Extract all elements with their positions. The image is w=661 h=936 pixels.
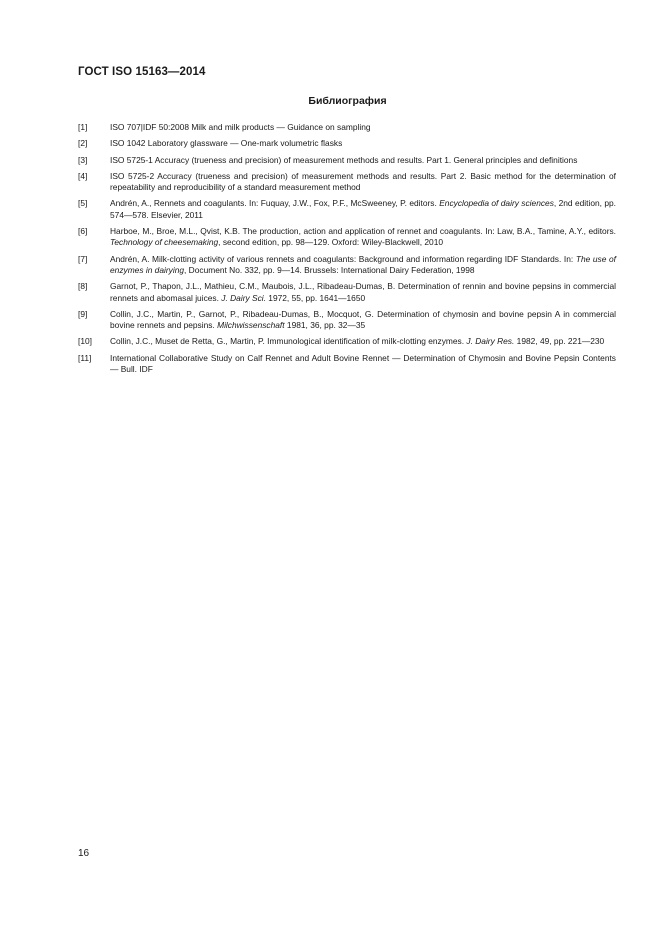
entry-italic-title: Technology of cheesemaking: [110, 237, 219, 248]
entry-text: [110, 122, 616, 133]
entry-text: [110, 226, 616, 249]
bibliography-entry: [78, 254, 616, 277]
section-title: [0, 95, 661, 107]
entry-text-fragment: ISO 5725-2 Accuracy (trueness and precision) of measurement methods and results. Part 2. Basic method for the determination of repeatability and reproducibility of a standard measurement method: [110, 170, 616, 193]
entry-italic-title: J. Dairy Sci.: [221, 292, 266, 303]
bibliography-entry: [78, 353, 616, 376]
entry-text-fragment: 1981, 36, pp. 32—35: [284, 320, 366, 331]
entry-text: [110, 281, 616, 304]
section-title-text: Библиография: [308, 95, 387, 107]
entry-text-fragment: ISO 5725-1 Accuracy (trueness and precision) of measurement methods and results. Part 1. General principles and definitions: [110, 154, 578, 165]
document-header: ГОСТ ISO 15163—2014: [78, 66, 206, 78]
entry-text: [110, 171, 616, 194]
entry-italic-title: J. Dairy Res.: [466, 336, 515, 347]
entry-italic-title: Milchwissenschaft: [217, 320, 285, 331]
entry-text: [110, 309, 616, 332]
entry-number: [9]: [78, 308, 88, 319]
bibliography-entry: [78, 122, 616, 133]
bibliography-entry: [78, 281, 616, 304]
entry-text-fragment: 1982, 49, pp. 221—230: [514, 336, 605, 347]
entry-text: [110, 353, 616, 376]
entry-number: [1]: [78, 122, 88, 132]
entry-text-fragment: Harboe, M., Broe, M.L., Qvist, K.B. The production, action and application of rennet and coagulants. In: Law, B.A., Tamine, A.Y., editors.: [110, 226, 616, 237]
entry-number: [11]: [78, 352, 92, 363]
bibliography-entry: [78, 138, 616, 149]
page-number: 16: [78, 848, 90, 859]
entry-text-fragment: Collin, J.C., Martin, P., Garnot, P., Ribadeau-Dumas, B., Mocquot, G. Determination of chymosin and bovine pepsin A in commercial bovine rennets and pepsins.: [110, 308, 616, 331]
entry-number: [2]: [78, 138, 88, 149]
bibliography-entry: [78, 198, 616, 221]
entry-text: [110, 155, 616, 166]
entry-text-fragment: , 2nd edition, pp. 574—578. Elsevier, 2011: [110, 198, 616, 220]
entry-text-fragment: 1972, 55, pp. 1641—1650: [265, 292, 366, 303]
entry-number: [10]: [78, 336, 92, 347]
entry-text-fragment: , Document No. 332, pp. 9—14. Brussels: International Dairy Federation, 1998: [184, 264, 475, 275]
entry-italic-title: Encyclopedia of dairy sciences: [439, 198, 554, 209]
entry-number: [7]: [78, 253, 88, 264]
entry-text-fragment: Garnot, P., Thapon, J.L., Mathieu, C.M., Maubois, J.L., Ribadeau-Dumas, B. Determination of rennin and bovine pepsins in commercial rennets and abomasal juices.: [110, 281, 616, 303]
entry-text-fragment: ISO 1042 Laboratory glassware — One-mark volumetric flasks: [110, 138, 343, 149]
entry-number: [6]: [78, 226, 88, 237]
entry-number: [5]: [78, 198, 88, 209]
entry-number: [4]: [78, 170, 88, 181]
entry-text: [110, 138, 616, 149]
bibliography-list: [78, 122, 616, 380]
entry-text: [110, 198, 616, 221]
entry-text-fragment: Andrén, A. Milk-clotting activity of various rennets and coagulants: Background and information regarding IDF Standards. In:: [110, 253, 576, 264]
entry-italic-title: The use of enzymes in dairying: [110, 253, 616, 275]
entry-number: [3]: [78, 154, 88, 165]
entry-text-fragment: Collin, J.C., Muset de Retta, G., Martin, P. Immunological identification of milk-clotting enzymes.: [110, 336, 467, 347]
entry-number: [8]: [78, 281, 88, 292]
bibliography-entry: [78, 226, 616, 249]
entry-text: [110, 336, 616, 347]
bibliography-entry: [78, 336, 616, 347]
entry-text-fragment: ISO 707|IDF 50:2008 Milk and milk products — Guidance on sampling: [110, 122, 371, 132]
entry-text: [110, 254, 616, 277]
entry-text-fragment: International Collaborative Study on Calf Rennet and Adult Bovine Rennet — Determination of Chymosin and Bovine Pepsin Contents — Bull. IDF: [110, 352, 616, 375]
entry-text-fragment: Andrén, A., Rennets and coagulants. In: Fuquay, J.W., Fox, P.F., McSweeney, P. editors.: [110, 198, 440, 209]
bibliography-entry: [78, 309, 616, 332]
bibliography-entry: [78, 155, 616, 166]
entry-text-fragment: , second edition, pp. 98—129. Oxford: Wiley-Blackwell, 2010: [218, 237, 444, 248]
bibliography-entry: [78, 171, 616, 194]
